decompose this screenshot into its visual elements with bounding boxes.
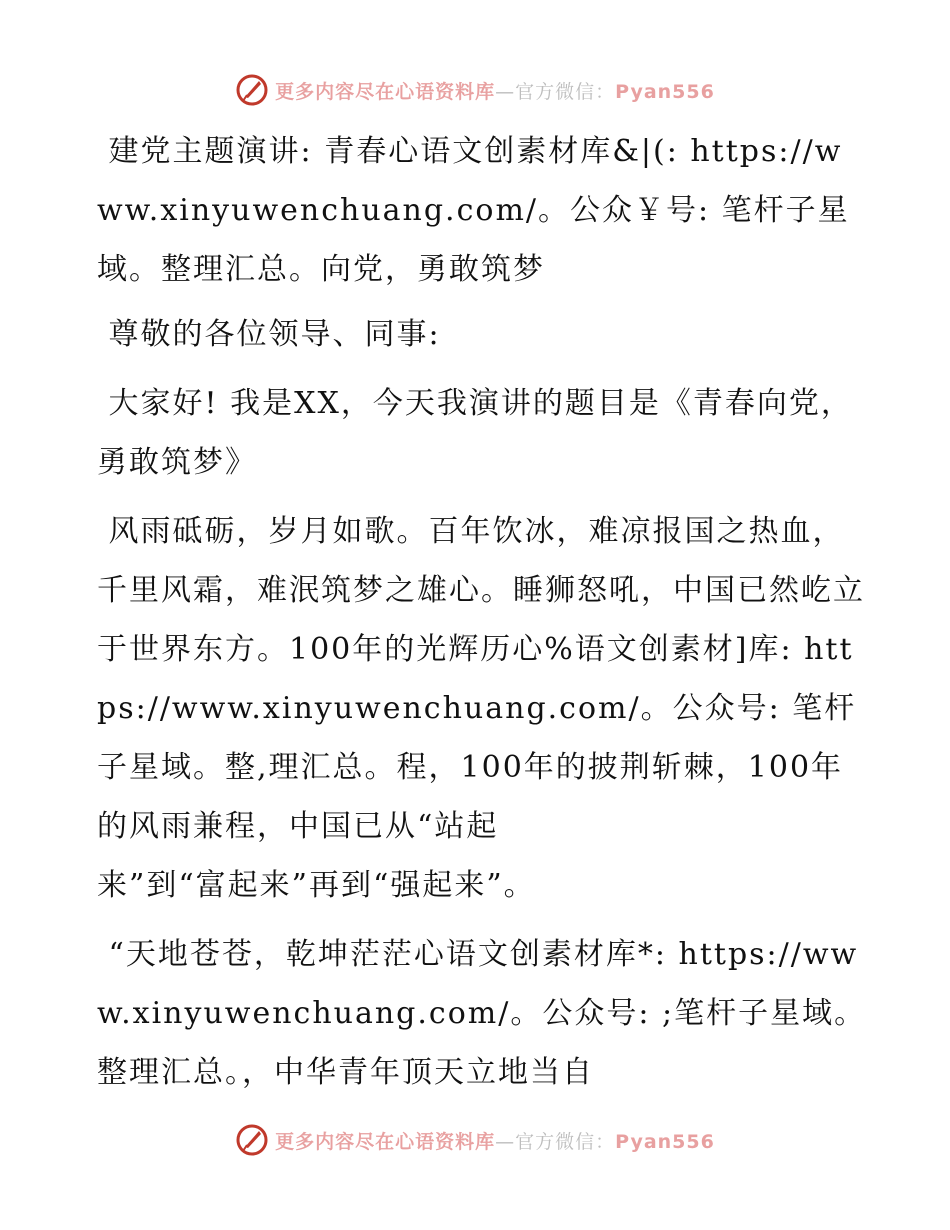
body-paragraph-1: 风雨砥砺，岁月如歌。百年饮冰，难凉报国之热血，千里风霜，难泯筑梦之雄心。睡狮怒吼，中国已然屹立于世界东方。100年的光辉历心%语文创素材]库: https://www.xinyuwenchuang.com/。公众号: 笔杆子星域。整,理汇总。程，100年的披荆斩棘，100年的风雨兼程，中国已从“站起 来”到“富起来”再到“强起来”。	[97, 514, 865, 903]
quill-logo-icon	[235, 1123, 269, 1157]
banner-wechat-id: Pyan556	[615, 1130, 715, 1153]
banner-text	[275, 1127, 715, 1154]
quill-logo-icon	[235, 73, 269, 107]
body-paragraph-2: “天地苍苍，乾坤茫茫心语文创素材库*: https://www.xinyuwenchuang.com/。公众号: ;笔杆子星域。整理汇总。，中华青年顶天立地当自	[97, 937, 867, 1090]
greeting-paragraph: 尊敬的各位领导、同事:	[97, 317, 441, 352]
footer-banner	[0, 1120, 950, 1160]
banner-main-text: 更多内容尽在心语资料库	[275, 1130, 496, 1153]
banner-dash: —	[495, 80, 516, 103]
opening-paragraph: 大家好! 我是XX，今天我演讲的题目是《青春向党，勇敢筑梦》	[97, 386, 853, 480]
banner-main-text: 更多内容尽在心语资料库	[275, 80, 496, 103]
document-body	[97, 122, 867, 1102]
banner-sub-text: 官方微信：	[515, 1130, 616, 1153]
banner-wechat-id: Pyan556	[615, 80, 715, 103]
header-banner	[0, 70, 950, 110]
speech-title-paragraph: 建党主题演讲: 青春心语文创素材库&|(: https://www.xinyuwenchuang.com/。公众￥号: 笔杆子星域。整理汇总。向党，勇敢筑梦	[97, 134, 850, 287]
banner-sub-text: 官方微信：	[515, 80, 616, 103]
banner-dash: —	[495, 1130, 516, 1153]
banner-text	[275, 77, 715, 104]
